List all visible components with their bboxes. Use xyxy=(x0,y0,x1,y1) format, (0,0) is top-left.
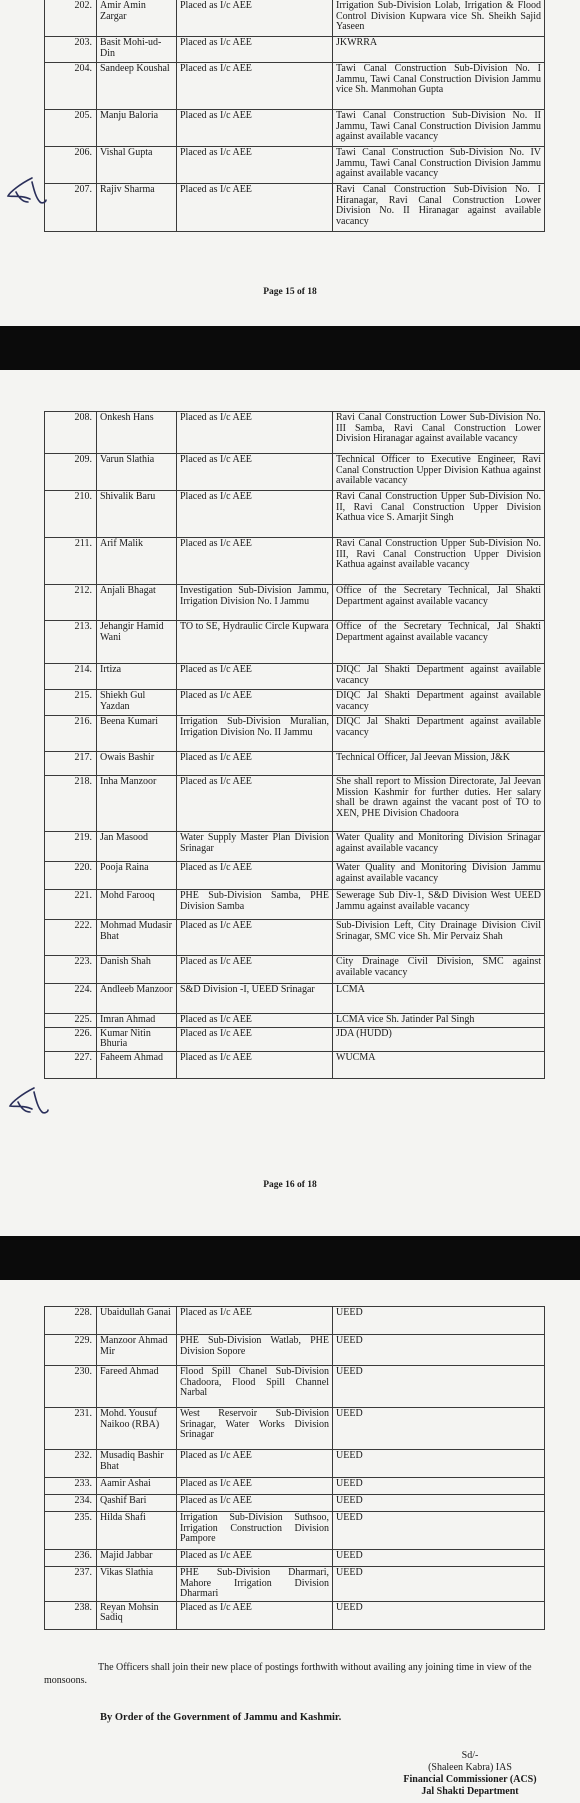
serial-number: 218. xyxy=(45,776,97,832)
present-posting: Placed as I/c AEE xyxy=(177,664,333,690)
new-posting: UEED xyxy=(333,1366,545,1408)
new-posting: Irrigation Sub-Division Lolab, Irrigation & Flood Control Division Kupwara vice Sh. Sheikh Sajid Yaseen xyxy=(333,0,545,37)
serial-number: 227. xyxy=(45,1051,97,1078)
signatory-designation: Financial Commissioner (ACS) xyxy=(403,1774,537,1785)
table-row xyxy=(45,412,545,454)
new-posting: Ravi Canal Construction Sub-Division No. I Hiranagar, Ravi Canal Construction Lower Division No. II Hiranagar against available vacancy xyxy=(333,184,545,232)
table-row xyxy=(45,1567,545,1602)
serial-number: 238. xyxy=(45,1601,97,1629)
signatory-department: Jal Shakti Department xyxy=(421,1786,519,1797)
present-posting: Placed as I/c AEE xyxy=(177,63,333,110)
present-posting: Placed as I/c AEE xyxy=(177,920,333,956)
new-posting: Ravi Canal Construction Upper Sub-Division No. II, Ravi Canal Construction Upper Division Kathua vice S. Amarjit Singh xyxy=(333,491,545,538)
serial-number: 207. xyxy=(45,184,97,232)
serial-number: 220. xyxy=(45,862,97,890)
serial-number: 229. xyxy=(45,1335,97,1366)
officer-name: Reyan Mohsin Sadiq xyxy=(97,1601,177,1629)
present-posting: Placed as I/c AEE xyxy=(177,752,333,776)
new-posting: UEED xyxy=(333,1408,545,1450)
serial-number: 221. xyxy=(45,890,97,920)
new-posting: LCMA xyxy=(333,984,545,1014)
present-posting: Placed as I/c AEE xyxy=(177,1027,333,1051)
officer-name: Musadiq Bashir Bhat xyxy=(97,1450,177,1478)
table-row xyxy=(45,920,545,956)
new-posting: Tawi Canal Construction Sub-Division No. I Jammu, Tawi Canal Construction Division Jammu vice Sh. Manmohan Gupta xyxy=(333,63,545,110)
present-posting: Water Supply Master Plan Division Srinagar xyxy=(177,832,333,862)
present-posting: Placed as I/c AEE xyxy=(177,454,333,491)
officer-name: Majid Jabbar xyxy=(97,1550,177,1567)
serial-number: 224. xyxy=(45,984,97,1014)
serial-number: 213. xyxy=(45,621,97,664)
table-row xyxy=(45,890,545,920)
serial-number: 230. xyxy=(45,1366,97,1408)
new-posting: UEED xyxy=(333,1450,545,1478)
present-posting: Placed as I/c AEE xyxy=(177,956,333,984)
serial-number: 211. xyxy=(45,538,97,585)
new-posting: Water Quality and Monitoring Division Jammu against available vacancy xyxy=(333,862,545,890)
table-row xyxy=(45,147,545,184)
officer-name: Pooja Raina xyxy=(97,862,177,890)
table-row xyxy=(45,1450,545,1478)
table-row xyxy=(45,984,545,1014)
new-posting: Sewerage Sub Div-1, S&D Division West UEED Jammu against available vacancy xyxy=(333,890,545,920)
postings-table-page-15 xyxy=(44,0,545,232)
present-posting: Placed as I/c AEE xyxy=(177,1601,333,1629)
present-posting: Placed as I/c AEE xyxy=(177,690,333,716)
present-posting: Placed as I/c AEE xyxy=(177,412,333,454)
table-row xyxy=(45,1408,545,1450)
officer-name: Owais Bashir xyxy=(97,752,177,776)
officer-name: Beena Kumari xyxy=(97,716,177,752)
officer-name: Danish Shah xyxy=(97,956,177,984)
officer-name: Kumar Nitin Bhuria xyxy=(97,1027,177,1051)
postings-table-page-16 xyxy=(44,411,545,1079)
new-posting: UEED xyxy=(333,1335,545,1366)
officer-name: Varun Slathia xyxy=(97,454,177,491)
present-posting: Placed as I/c AEE xyxy=(177,538,333,585)
present-posting: Placed as I/c AEE xyxy=(177,1450,333,1478)
new-posting: Water Quality and Monitoring Division Srinagar against available vacancy xyxy=(333,832,545,862)
handwritten-initial-mark xyxy=(4,1082,50,1122)
officer-name: Hilda Shafi xyxy=(97,1512,177,1550)
page-15 xyxy=(0,0,580,326)
table-row xyxy=(45,832,545,862)
officer-name: Qashif Bari xyxy=(97,1495,177,1512)
present-posting: Placed as I/c AEE xyxy=(177,1014,333,1028)
officer-name: Shiekh Gul Yazdan xyxy=(97,690,177,716)
page-number: Page 16 of 18 xyxy=(263,1180,317,1190)
officer-name: Imran Ahmad xyxy=(97,1014,177,1028)
present-posting: Placed as I/c AEE xyxy=(177,1307,333,1335)
joining-instruction: The Officers shall join their new place of postings forthwith without availing any joining time in view of the monsoons. xyxy=(44,1662,532,1686)
serial-number: 233. xyxy=(45,1478,97,1495)
table-row xyxy=(45,1307,545,1335)
officer-name: Faheem Ahmad xyxy=(97,1051,177,1078)
new-posting: UEED xyxy=(333,1567,545,1602)
table-row xyxy=(45,1601,545,1629)
new-posting: Tawi Canal Construction Sub-Division No. II Jammu, Tawi Canal Construction Division Jammu against available vacancy xyxy=(333,110,545,147)
table-row xyxy=(45,664,545,690)
table-row xyxy=(45,1335,545,1366)
present-posting: PHE Sub-Division Samba, PHE Division Samba xyxy=(177,890,333,920)
present-posting: Placed as I/c AEE xyxy=(177,1051,333,1078)
officer-name: Anjali Bhagat xyxy=(97,585,177,621)
serial-number: 202. xyxy=(45,0,97,37)
officer-name: Arif Malik xyxy=(97,538,177,585)
present-posting: West Reservoir Sub-Division Srinagar, Water Works Division Srinagar xyxy=(177,1408,333,1450)
officer-name: Fareed Ahmad xyxy=(97,1366,177,1408)
present-posting: Placed as I/c AEE xyxy=(177,184,333,232)
officer-name: Inha Manzoor xyxy=(97,776,177,832)
officer-name: Aamir Ashai xyxy=(97,1478,177,1495)
new-posting: LCMA vice Sh. Jatinder Pal Singh xyxy=(333,1014,545,1028)
serial-number: 236. xyxy=(45,1550,97,1567)
serial-number: 209. xyxy=(45,454,97,491)
table-row xyxy=(45,0,545,37)
new-posting: Sub-Division Left, City Drainage Division Civil Srinagar, SMC vice Sh. Mir Pervaiz Shah xyxy=(333,920,545,956)
table-row xyxy=(45,454,545,491)
new-posting: UEED xyxy=(333,1307,545,1335)
serial-number: 228. xyxy=(45,1307,97,1335)
postings-table-page-17 xyxy=(44,1306,545,1630)
present-posting: Placed as I/c AEE xyxy=(177,491,333,538)
officer-name: Andleeb Manzoor xyxy=(97,984,177,1014)
officer-name: Mohmad Mudasir Bhat xyxy=(97,920,177,956)
table-row xyxy=(45,862,545,890)
officer-name: Shivalik Baru xyxy=(97,491,177,538)
serial-number: 203. xyxy=(45,37,97,63)
serial-number: 237. xyxy=(45,1567,97,1602)
new-posting: City Drainage Civil Division, SMC against available vacancy xyxy=(333,956,545,984)
officer-name: Mohd. Yousuf Naikoo (RBA) xyxy=(97,1408,177,1450)
serial-number: 235. xyxy=(45,1512,97,1550)
serial-number: 222. xyxy=(45,920,97,956)
present-posting: PHE Sub-Division Dharmari, Mahore Irrigation Division Dharmari xyxy=(177,1567,333,1602)
new-posting: UEED xyxy=(333,1495,545,1512)
new-posting: UEED xyxy=(333,1550,545,1567)
table-row xyxy=(45,1051,545,1078)
table-row xyxy=(45,1478,545,1495)
page-16 xyxy=(0,370,580,1236)
present-posting: Placed as I/c AEE xyxy=(177,862,333,890)
serial-number: 219. xyxy=(45,832,97,862)
signatory-name: (Shaleen Kabra) IAS xyxy=(428,1762,512,1773)
present-posting: Investigation Sub-Division Jammu, Irrigation Division No. I Jammu xyxy=(177,585,333,621)
table-row xyxy=(45,752,545,776)
present-posting: Flood Spill Chanel Sub-Division Chadoora, Flood Spill Channel Narbal xyxy=(177,1366,333,1408)
serial-number: 223. xyxy=(45,956,97,984)
serial-number: 226. xyxy=(45,1027,97,1051)
new-posting: Office of the Secretary Technical, Jal Shakti Department against available vacancy xyxy=(333,621,545,664)
signature-sd: Sd/- xyxy=(461,1750,479,1761)
page-number: Page 15 of 18 xyxy=(263,287,317,297)
officer-name: Jan Masood xyxy=(97,832,177,862)
table-row xyxy=(45,1550,545,1567)
serial-number: 217. xyxy=(45,752,97,776)
handwritten-initial-mark xyxy=(2,172,48,212)
new-posting: JDA (HUDD) xyxy=(333,1027,545,1051)
serial-number: 216. xyxy=(45,716,97,752)
serial-number: 225. xyxy=(45,1014,97,1028)
present-posting: Placed as I/c AEE xyxy=(177,1550,333,1567)
officer-name: Vishal Gupta xyxy=(97,147,177,184)
serial-number: 234. xyxy=(45,1495,97,1512)
serial-number: 232. xyxy=(45,1450,97,1478)
new-posting: DIQC Jal Shakti Department against available vacancy xyxy=(333,690,545,716)
new-posting: UEED xyxy=(333,1478,545,1495)
new-posting: UEED xyxy=(333,1512,545,1550)
serial-number: 212. xyxy=(45,585,97,621)
officer-name: Vikas Slathia xyxy=(97,1567,177,1602)
serial-number: 205. xyxy=(45,110,97,147)
new-posting: JKWRRA xyxy=(333,37,545,63)
officer-name: Basit Mohi-ud-Din xyxy=(97,37,177,63)
officer-name: Mohd Farooq xyxy=(97,890,177,920)
serial-number: 204. xyxy=(45,63,97,110)
page-gap xyxy=(0,1236,580,1280)
table-row xyxy=(45,184,545,232)
present-posting: Placed as I/c AEE xyxy=(177,1495,333,1512)
officer-name: Onkesh Hans xyxy=(97,412,177,454)
officer-name: Ubaidullah Ganai xyxy=(97,1307,177,1335)
new-posting: Ravi Canal Construction Lower Sub-Division No. III Samba, Ravi Canal Construction Lower Division Hiranagar against available vacancy xyxy=(333,412,545,454)
serial-number: 215. xyxy=(45,690,97,716)
present-posting: Placed as I/c AEE xyxy=(177,0,333,37)
table-row xyxy=(45,110,545,147)
table-row xyxy=(45,956,545,984)
present-posting: TO to SE, Hydraulic Circle Kupwara xyxy=(177,621,333,664)
officer-name: Irtiza xyxy=(97,664,177,690)
table-row xyxy=(45,538,545,585)
table-row xyxy=(45,621,545,664)
new-posting: UEED xyxy=(333,1601,545,1629)
table-row xyxy=(45,1495,545,1512)
present-posting: S&D Division -I, UEED Srinagar xyxy=(177,984,333,1014)
officer-name: Jehangir Hamid Wani xyxy=(97,621,177,664)
officer-name: Amir Amin Zargar xyxy=(97,0,177,37)
table-row xyxy=(45,716,545,752)
table-row xyxy=(45,37,545,63)
table-row xyxy=(45,1366,545,1408)
present-posting: Irrigation Sub-Division Suthsoo, Irrigation Construction Division Pampore xyxy=(177,1512,333,1550)
serial-number: 208. xyxy=(45,412,97,454)
table-row xyxy=(45,690,545,716)
new-posting: WUCMA xyxy=(333,1051,545,1078)
present-posting: PHE Sub-Division Watlab, PHE Division Sopore xyxy=(177,1335,333,1366)
present-posting: Placed as I/c AEE xyxy=(177,776,333,832)
table-row xyxy=(45,491,545,538)
present-posting: Placed as I/c AEE xyxy=(177,147,333,184)
new-posting: DIQC Jal Shakti Department against available vacancy xyxy=(333,664,545,690)
serial-number: 231. xyxy=(45,1408,97,1450)
new-posting: Office of the Secretary Technical, Jal Shakti Department against available vacancy xyxy=(333,585,545,621)
present-posting: Irrigation Sub-Division Muralian, Irrigation Division No. II Jammu xyxy=(177,716,333,752)
serial-number: 214. xyxy=(45,664,97,690)
new-posting: Ravi Canal Construction Upper Sub-Division No. III, Ravi Canal Construction Upper Division Kathua against available vacancy xyxy=(333,538,545,585)
officer-name: Sandeep Koushal xyxy=(97,63,177,110)
serial-number: 206. xyxy=(45,147,97,184)
new-posting: Technical Officer, Jal Jeevan Mission, J&K xyxy=(333,752,545,776)
table-row xyxy=(45,1014,545,1028)
table-row xyxy=(45,585,545,621)
new-posting: DIQC Jal Shakti Department against available vacancy xyxy=(333,716,545,752)
serial-number: 210. xyxy=(45,491,97,538)
table-row xyxy=(45,1027,545,1051)
officer-name: Manju Baloria xyxy=(97,110,177,147)
officer-name: Manzoor Ahmad Mir xyxy=(97,1335,177,1366)
present-posting: Placed as I/c AEE xyxy=(177,37,333,63)
new-posting: Technical Officer to Executive Engineer, Ravi Canal Construction Upper Division Kathua against available vacancy xyxy=(333,454,545,491)
table-row xyxy=(45,63,545,110)
present-posting: Placed as I/c AEE xyxy=(177,1478,333,1495)
page-gap xyxy=(0,326,580,370)
present-posting: Placed as I/c AEE xyxy=(177,110,333,147)
table-row xyxy=(45,1512,545,1550)
by-order-line: By Order of the Government of Jammu and Kashmir. xyxy=(100,1712,342,1723)
table-row xyxy=(45,776,545,832)
new-posting: Tawi Canal Construction Sub-Division No. IV Jammu, Tawi Canal Construction Division Jammu against available vacancy xyxy=(333,147,545,184)
officer-name: Rajiv Sharma xyxy=(97,184,177,232)
page-17 xyxy=(0,1280,580,1803)
new-posting: She shall report to Mission Directorate, Jal Jeevan Mission Kashmir for further duties. Her salary shall be drawn against the vacant post of TO to XEN, PHE Division Chadoora xyxy=(333,776,545,832)
